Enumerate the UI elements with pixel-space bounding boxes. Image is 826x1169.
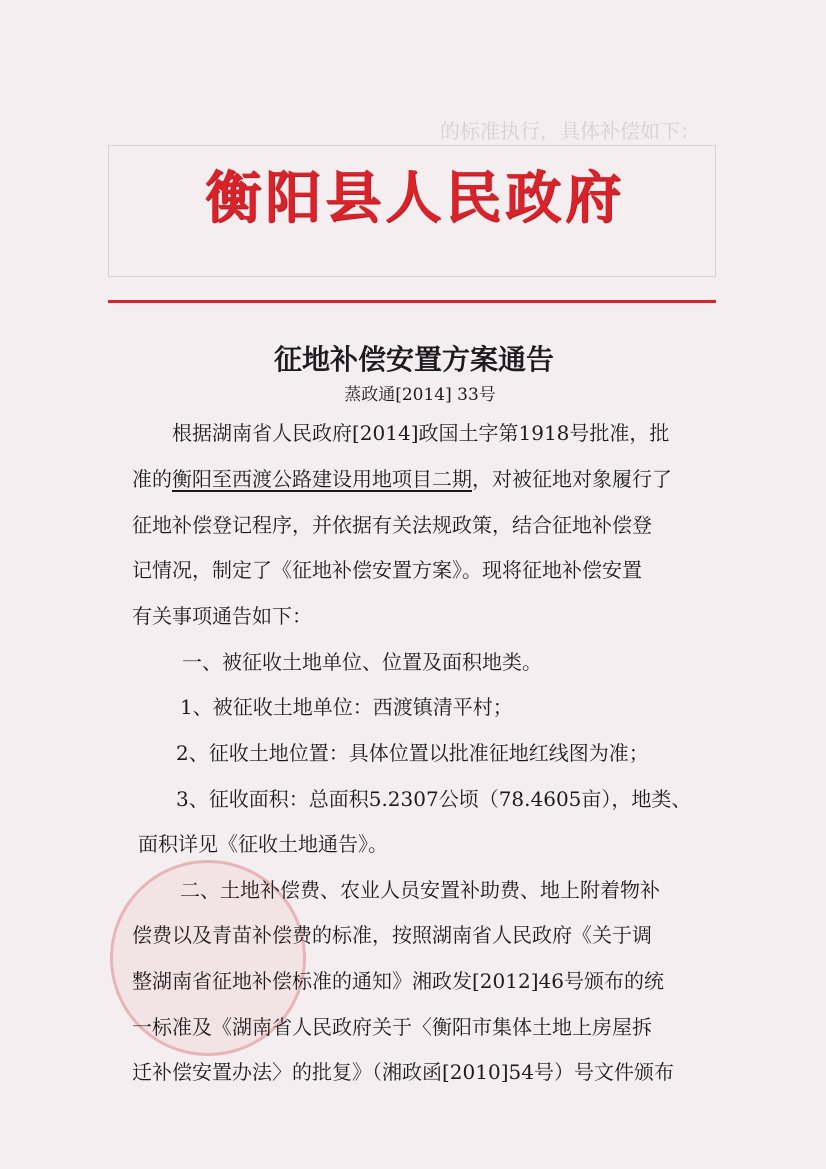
paragraph-line: 根据湖南省人民政府[2014]政国土字第1918号批准，批 xyxy=(172,421,670,445)
paragraph-line: 记情况，制定了《征地补偿安置方案》。现将征地补偿安置 xyxy=(132,558,642,582)
text-fragment: ，对被征地对象履行了 xyxy=(472,467,672,491)
paragraph-line: 偿费以及青苗补偿费的标准，按照湖南省人民政府《关于调 xyxy=(132,923,652,947)
text-fragment: 准的 xyxy=(132,467,172,491)
paragraph-line: 有关事项通告如下： xyxy=(132,604,312,628)
paragraph-line: 迁补偿安置办法〉的批复》（湘政函[2010]54号）号文件颁布 xyxy=(132,1060,674,1084)
section-heading: 一、被征收土地单位、位置及面积地类。 xyxy=(182,650,542,674)
list-item: 1、被征收土地单位：西渡镇清平村； xyxy=(180,695,513,719)
paragraph-line: 一标准及《湖南省人民政府关于〈衡阳市集体土地上房屋拆 xyxy=(132,1015,652,1039)
bleed-through-text: 的标准执行，具体补偿如下： xyxy=(440,119,700,143)
paragraph-line xyxy=(132,466,722,492)
section-heading: 二、土地补偿费、农业人员安置补助费、地上附着物补 xyxy=(180,878,660,902)
red-separator-line xyxy=(108,300,716,303)
list-item: 2、征收土地位置：具体位置以批准征地红线图为准； xyxy=(176,741,649,765)
paragraph-line: 整湖南省征地补偿标准的通知》湘政发[2012]46号颁布的统 xyxy=(132,969,664,993)
page-title: 征地补偿安置方案通告 xyxy=(273,343,554,376)
paragraph-line: 征地补偿登记程序，并依据有关法规政策，结合征地补偿登 xyxy=(132,513,652,537)
org-header-title: 衡阳县人民政府 xyxy=(205,165,625,231)
paragraph-line: 面积详见《征收土地通告》。 xyxy=(138,832,388,856)
list-item: 3、征收面积：总面积5.2307公顷（78.4605亩），地类、 xyxy=(176,787,692,811)
project-name: 衡阳至西渡公路建设用地项目二期 xyxy=(172,467,472,491)
document-number: 蒸政通[2014] 33号 xyxy=(344,385,496,405)
